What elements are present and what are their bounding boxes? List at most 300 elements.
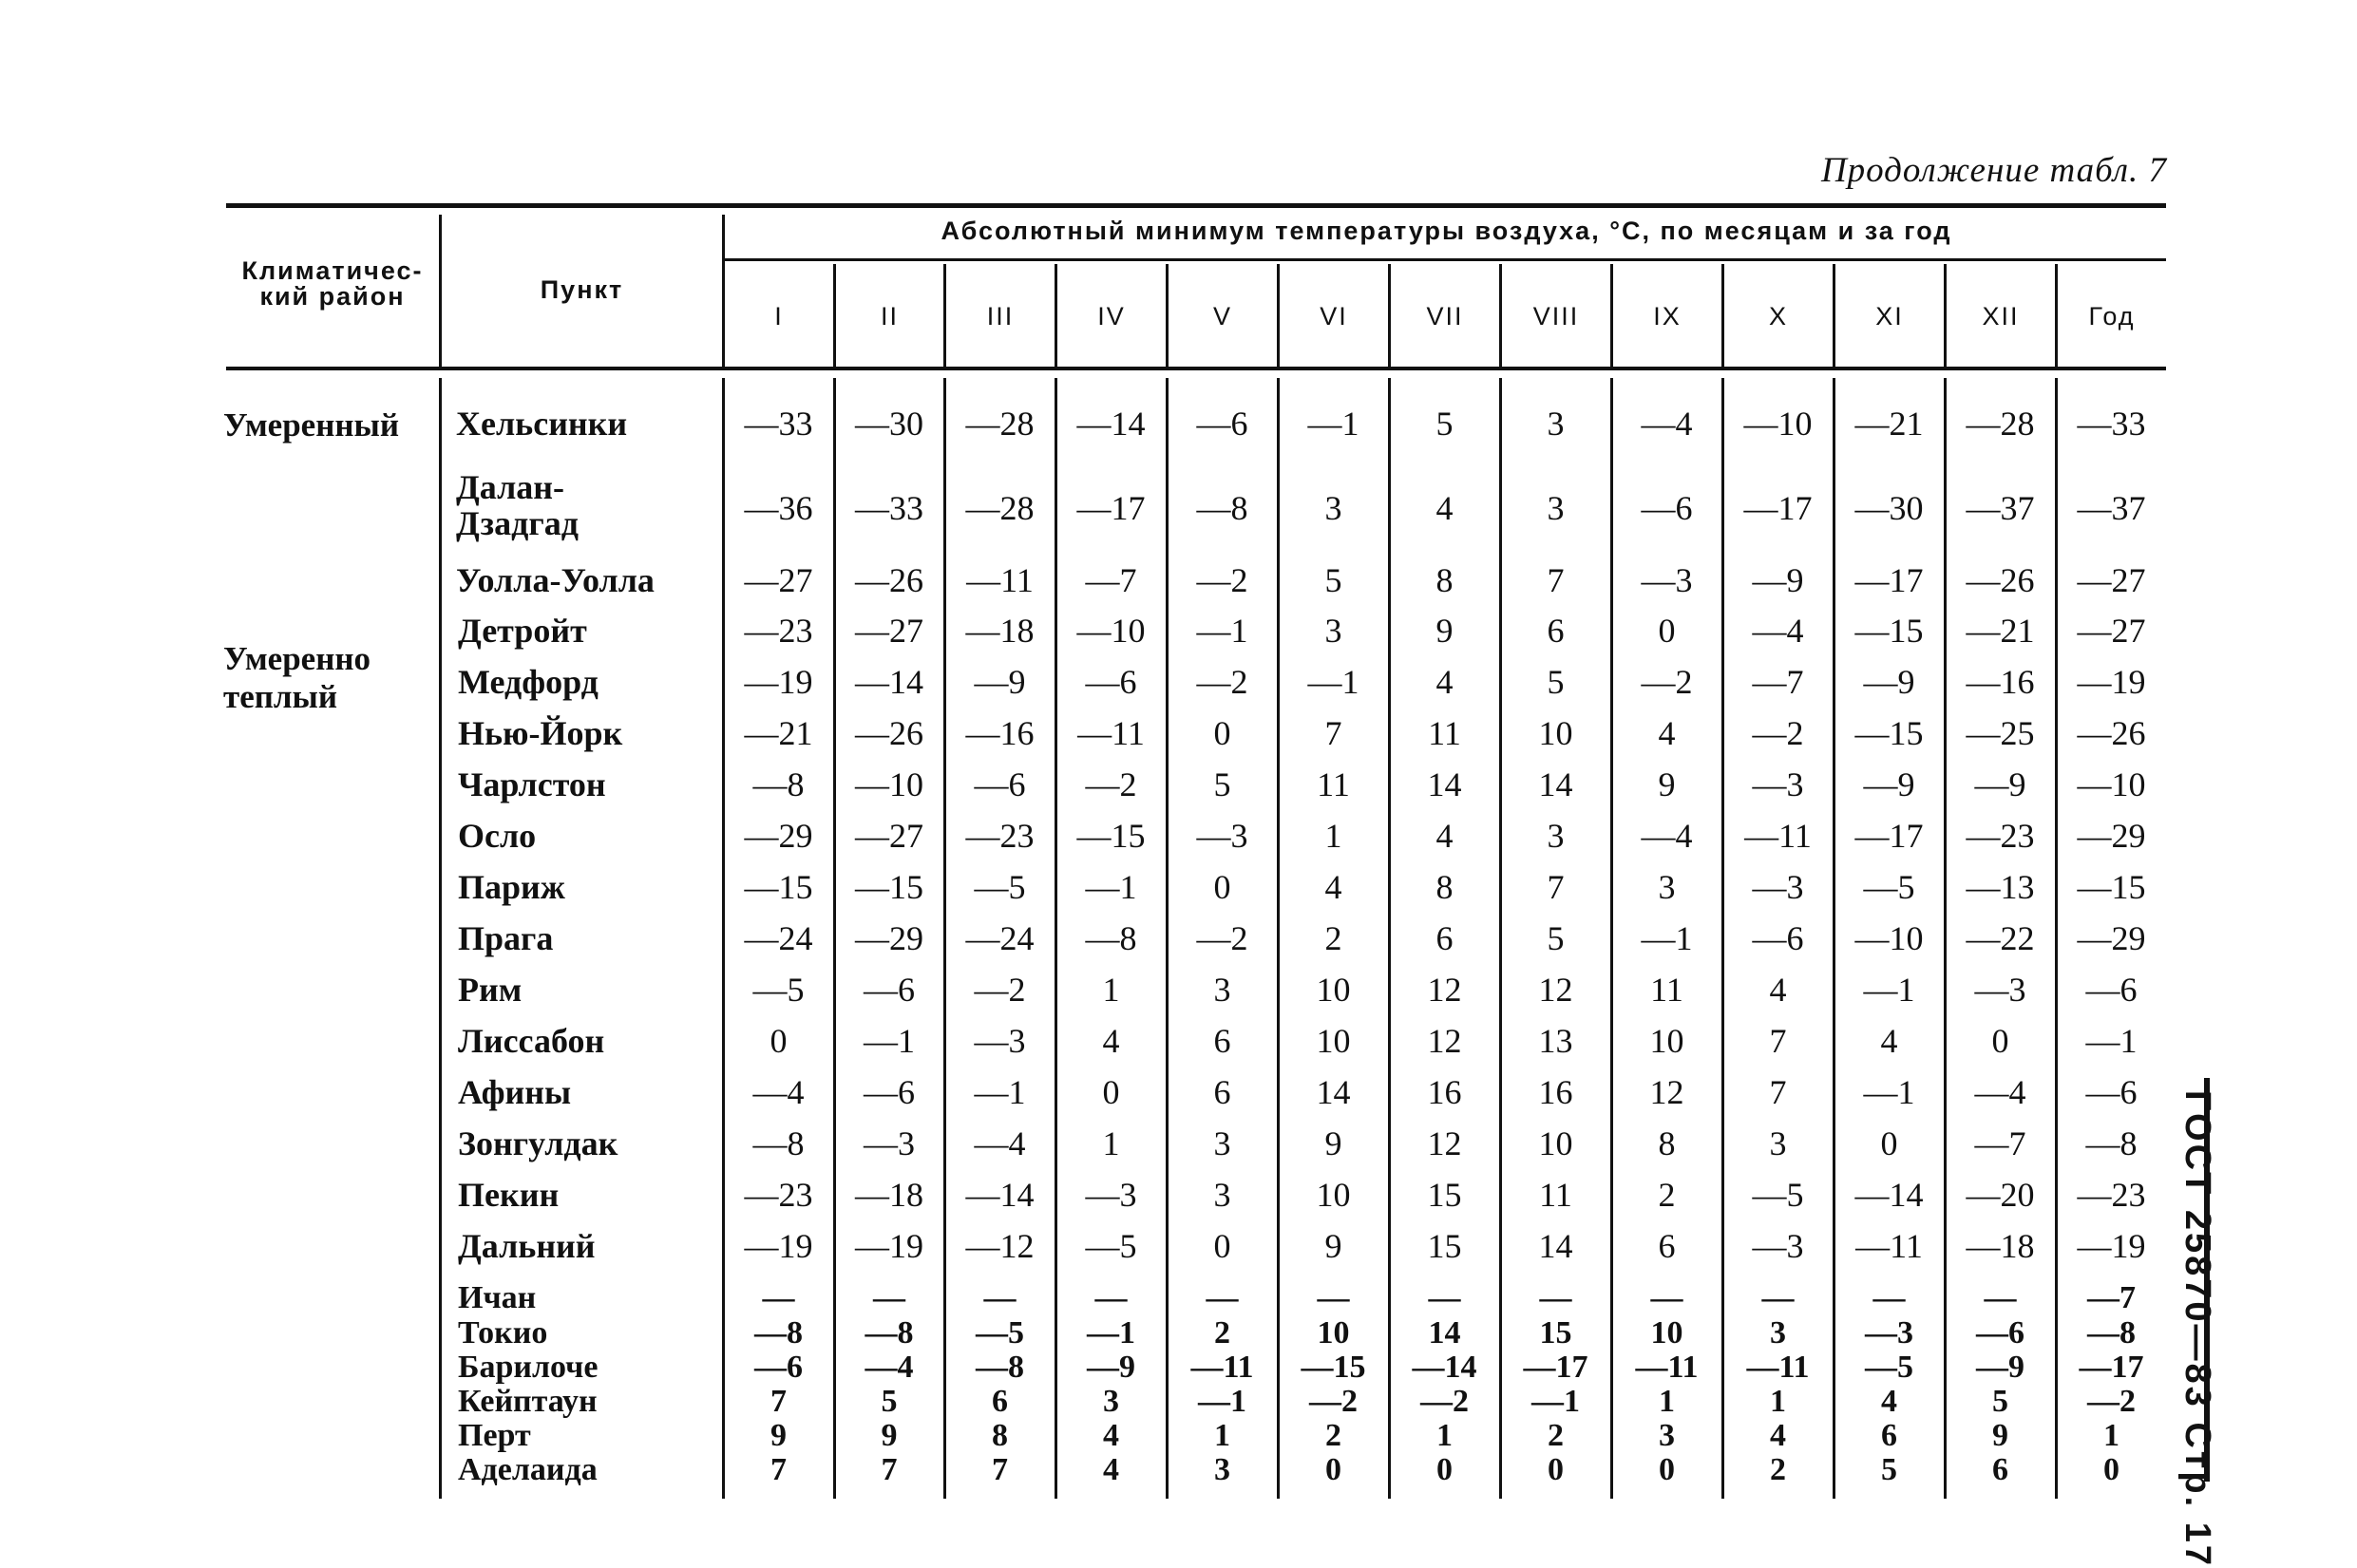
- table-cell: —6: [1641, 489, 1693, 527]
- body-column-divider: [1944, 378, 1947, 1499]
- table-cell: —1: [1641, 919, 1693, 957]
- table-cell: 6: [1213, 1073, 1231, 1111]
- row-city-line: Кейптаун: [458, 1384, 598, 1419]
- table-cell: —7: [2087, 1280, 2136, 1315]
- table-cell: —37: [2077, 489, 2146, 527]
- table-cell: 1: [1659, 1384, 1675, 1419]
- body-column-divider: [1055, 378, 1057, 1499]
- table-cell: 4: [1880, 1022, 1898, 1060]
- row-city-line: Чарлстон: [458, 765, 606, 803]
- table-cell: —11: [1746, 1350, 1810, 1385]
- table-cell: —27: [744, 561, 813, 599]
- row-city: [458, 665, 599, 699]
- table-cell: 7: [1324, 714, 1342, 752]
- table-cell: —1: [1198, 1384, 1246, 1419]
- table-cell: —27: [2077, 561, 2146, 599]
- row-city-line: Афины: [458, 1073, 572, 1111]
- table-cell: 11: [1539, 1176, 1572, 1214]
- table-cell: —7: [1085, 561, 1137, 599]
- header-month-divider: [1833, 264, 1835, 367]
- header-month: XII: [1982, 302, 2020, 331]
- table-cell: 8: [992, 1418, 1008, 1453]
- row-city-line: Рим: [458, 971, 523, 1009]
- table-cell: 10: [1650, 1315, 1683, 1351]
- table-cell: 16: [1427, 1073, 1462, 1111]
- body-column-divider: [722, 378, 725, 1499]
- table-cell: —26: [1966, 561, 2035, 599]
- table-cell: 4: [1658, 714, 1676, 752]
- table-cell: —6: [1752, 919, 1804, 957]
- table-cell: —6: [864, 1073, 915, 1111]
- table-cell: —6: [754, 1350, 803, 1385]
- table-cell: 15: [1427, 1227, 1462, 1265]
- table-cell: —1: [1087, 1315, 1135, 1351]
- table-cell: —2: [1752, 714, 1804, 752]
- table-cell: —9: [1974, 765, 2026, 803]
- table-cell: 4: [1103, 1452, 1119, 1487]
- table-cell: 7: [770, 1452, 787, 1487]
- row-city: [458, 614, 587, 648]
- row-city-line: Аделаида: [458, 1452, 598, 1487]
- table-cell: 5: [1324, 561, 1342, 599]
- table-cell: 12: [1427, 1124, 1462, 1162]
- row-city-line: Перт: [458, 1418, 531, 1453]
- row-city-line: Барилоче: [458, 1350, 599, 1385]
- region-label: Умеренный: [223, 406, 400, 444]
- table-cell: 9: [1992, 1418, 2008, 1453]
- table-cell: —2: [1196, 919, 1248, 957]
- table-cell: —28: [1966, 405, 2035, 443]
- table-cell: —10: [2077, 765, 2146, 803]
- table-cell: —: [1428, 1280, 1461, 1315]
- body-column-divider: [1610, 378, 1613, 1499]
- table-cell: —17: [1743, 489, 1813, 527]
- table-cell: —8: [754, 1315, 803, 1351]
- header-month-divider: [1277, 264, 1280, 367]
- table-cell: 9: [1324, 1124, 1342, 1162]
- table-cell: —5: [1865, 1350, 1913, 1385]
- table-cell: —2: [2087, 1384, 2136, 1419]
- header-point: Пункт: [540, 275, 624, 304]
- body-divider-point: [439, 378, 442, 1499]
- table-cell: —: [1761, 1280, 1795, 1315]
- table-cell: 14: [1538, 1227, 1573, 1265]
- table-cell: —19: [855, 1227, 923, 1265]
- table-cell: —27: [2077, 612, 2146, 650]
- row-city: [458, 1024, 604, 1058]
- table-cell: —3: [864, 1124, 915, 1162]
- row-city: [458, 1178, 559, 1212]
- table-cell: —11: [1077, 714, 1145, 752]
- row-city: [458, 767, 606, 802]
- table-cell: —3: [974, 1022, 1026, 1060]
- table-cell: 0: [1102, 1073, 1120, 1111]
- header-month-divider: [1610, 264, 1613, 367]
- header-month: V: [1212, 302, 1232, 331]
- table-cell: —8: [2087, 1315, 2136, 1351]
- table-cell: 5: [1547, 919, 1565, 957]
- table-cell: 0: [1436, 1452, 1453, 1487]
- table-cell: —14: [965, 1176, 1035, 1214]
- header-month-divider: [1721, 264, 1724, 367]
- row-city: [458, 1420, 531, 1452]
- table-cell: 8: [1435, 868, 1454, 906]
- table-cell: 6: [1992, 1452, 2008, 1487]
- header-region-line2: кий район: [259, 282, 406, 311]
- table-cell: —28: [965, 405, 1035, 443]
- row-city: [458, 1454, 598, 1486]
- row-city: [458, 1229, 596, 1263]
- table-cell: 5: [1547, 663, 1565, 701]
- header-month: XI: [1875, 302, 1904, 331]
- header-month: X: [1768, 302, 1788, 331]
- row-city: [458, 716, 622, 750]
- table-cell: —2: [1196, 663, 1248, 701]
- table-cell: 3: [1214, 1452, 1230, 1487]
- table-cell: —: [1206, 1280, 1239, 1315]
- region-label: теплый: [223, 678, 338, 715]
- table-cell: —14: [1076, 405, 1146, 443]
- table-cell: —29: [2077, 919, 2146, 957]
- row-city-line: Пекин: [458, 1176, 560, 1214]
- row-city-line: Далан-: [456, 468, 565, 506]
- table-cell: —9: [1752, 561, 1804, 599]
- table-cell: 1: [1214, 1418, 1230, 1453]
- table-cell: —20: [1966, 1176, 2035, 1214]
- table-cell: —11: [966, 561, 1034, 599]
- table-cell: —26: [855, 561, 923, 599]
- table-cell: —30: [1854, 489, 1924, 527]
- header-month: III: [986, 302, 1015, 331]
- header-month: Год: [2088, 302, 2136, 331]
- table-cell: 0: [1880, 1124, 1898, 1162]
- table-cell: —23: [2077, 1176, 2146, 1214]
- table-cell: —4: [865, 1350, 914, 1385]
- row-city-line: Хельсинки: [456, 405, 628, 443]
- table-cell: —4: [752, 1073, 805, 1111]
- table-cell: 14: [1316, 1073, 1351, 1111]
- table-cell: 15: [1539, 1315, 1572, 1351]
- table-cell: —19: [744, 663, 813, 701]
- table-cell: 15: [1427, 1176, 1462, 1214]
- row-city-line: Нью-Йорк: [458, 714, 623, 752]
- table-cell: 4: [1435, 663, 1454, 701]
- table-cell: —29: [744, 817, 813, 855]
- table-cell: 0: [1213, 868, 1231, 906]
- table-cell: 4: [1435, 489, 1454, 527]
- table-cell: —16: [1966, 663, 2035, 701]
- table-cell: 1: [1436, 1418, 1453, 1453]
- table-cell: —18: [855, 1176, 923, 1214]
- table-cell: —14: [855, 663, 923, 701]
- row-city: [458, 819, 536, 853]
- table-cell: 12: [1538, 971, 1573, 1009]
- region-moderately-warm: [223, 640, 371, 716]
- table-cell: —21: [744, 714, 813, 752]
- table-cell: 9: [1658, 765, 1676, 803]
- table-cell: —5: [976, 1315, 1024, 1351]
- row-city: [456, 469, 579, 541]
- table-cell: —2: [1085, 765, 1137, 803]
- table-cell: —9: [1863, 663, 1915, 701]
- table-cell: —8: [2085, 1124, 2138, 1162]
- table-cell: 0: [1213, 1227, 1231, 1265]
- table-cell: —1: [1307, 405, 1359, 443]
- table-cell: —5: [1863, 868, 1915, 906]
- table-cell: 10: [1317, 1315, 1350, 1351]
- table-cell: —8: [976, 1350, 1024, 1385]
- table-cell: 11: [1428, 714, 1461, 752]
- table-cell: —: [762, 1280, 795, 1315]
- table-cell: 5: [1881, 1452, 1897, 1487]
- table-cell: —: [983, 1280, 1017, 1315]
- header-month-divider: [943, 264, 946, 367]
- table-top-rule: [226, 203, 2166, 208]
- table-cell: —37: [1966, 489, 2035, 527]
- row-city-line: Париж: [458, 868, 565, 906]
- row-city: [458, 973, 522, 1007]
- table-cell: 4: [1881, 1384, 1897, 1419]
- table-cell: 6: [1547, 612, 1565, 650]
- table-cell: 5: [881, 1384, 898, 1419]
- table-cell: —14: [1412, 1350, 1477, 1385]
- table-cell: —15: [1854, 612, 1924, 650]
- table-cell: —26: [855, 714, 923, 752]
- table-cell: —11: [1635, 1350, 1699, 1385]
- table-cell: —6: [1085, 663, 1137, 701]
- table-cell: —15: [1076, 817, 1146, 855]
- table-cell: —: [1094, 1280, 1128, 1315]
- table-cell: —14: [1854, 1176, 1924, 1214]
- table-cell: —8: [1196, 489, 1248, 527]
- table-cell: —21: [1966, 612, 2035, 650]
- table-cell: 9: [881, 1418, 898, 1453]
- table-cell: —10: [1743, 405, 1813, 443]
- table-cell: —: [1317, 1280, 1350, 1315]
- table-cell: —3: [1865, 1315, 1913, 1351]
- table-cell: —10: [1076, 612, 1146, 650]
- table-cell: 4: [1435, 817, 1454, 855]
- table-cell: 10: [1316, 971, 1351, 1009]
- table-cell: 6: [992, 1384, 1008, 1419]
- table-cell: 3: [1547, 817, 1565, 855]
- header-month-divider: [2055, 264, 2058, 367]
- group-header-rule: [724, 258, 2166, 261]
- table-cell: —2: [974, 971, 1026, 1009]
- table-cell: —15: [2077, 868, 2146, 906]
- table-cell: —27: [855, 817, 923, 855]
- table-cell: 8: [1435, 561, 1454, 599]
- table-cell: —28: [965, 489, 1035, 527]
- table-cell: 2: [1770, 1452, 1786, 1487]
- table-cell: 14: [1428, 1315, 1461, 1351]
- table-cell: —3: [1752, 1227, 1804, 1265]
- body-column-divider: [833, 378, 836, 1499]
- table-cell: —1: [974, 1073, 1026, 1111]
- body-column-divider: [1277, 378, 1280, 1499]
- body-column-divider: [2055, 378, 2058, 1499]
- table-cell: 4: [1770, 1418, 1786, 1453]
- row-city: [458, 1075, 571, 1109]
- table-cell: —4: [1752, 612, 1804, 650]
- table-cell: —3: [1752, 765, 1804, 803]
- table-cell: —3: [1974, 971, 2026, 1009]
- table-cell: —1: [1196, 612, 1248, 650]
- table-cell: —18: [1966, 1227, 2035, 1265]
- header-group: Абсолютный минимум температуры воздуха, °C, по месяцам и за год: [941, 217, 1952, 245]
- row-city: [458, 1317, 547, 1350]
- row-city: [458, 921, 553, 955]
- table-cell: 12: [1427, 971, 1462, 1009]
- table-cell: 1: [2103, 1418, 2119, 1453]
- table-cell: 13: [1538, 1022, 1573, 1060]
- row-city-line: Ичан: [458, 1280, 537, 1315]
- table-cell: 3: [1213, 971, 1231, 1009]
- table-cell: 16: [1538, 1073, 1573, 1111]
- table-cell: —: [1539, 1280, 1572, 1315]
- row-city-line: Дальний: [458, 1227, 596, 1265]
- table-cell: 10: [1316, 1022, 1351, 1060]
- table-cell: —33: [855, 489, 923, 527]
- table-cell: 10: [1538, 1124, 1573, 1162]
- header-divider-point: [722, 215, 725, 367]
- table-cell: 0: [1991, 1022, 2009, 1060]
- row-city-line: Осло: [458, 817, 537, 855]
- body-column-divider: [943, 378, 946, 1499]
- table-cell: —9: [1976, 1350, 2024, 1385]
- table-cell: —5: [974, 868, 1026, 906]
- table-cell: 3: [1213, 1124, 1231, 1162]
- table-cell: 2: [1658, 1176, 1676, 1214]
- table-cell: —2: [1309, 1384, 1358, 1419]
- table-cell: 5: [1435, 405, 1454, 443]
- table-cell: —4: [1641, 405, 1693, 443]
- table-cell: 3: [1324, 612, 1342, 650]
- table-cell: —33: [2077, 405, 2146, 443]
- table-cell: 12: [1427, 1022, 1462, 1060]
- table-cell: 4: [1103, 1418, 1119, 1453]
- table-cell: —: [1984, 1280, 2017, 1315]
- table-cell: —2: [1196, 561, 1248, 599]
- row-city-line: Медфорд: [458, 663, 599, 701]
- table-cell: 2: [1214, 1315, 1230, 1351]
- table-cell: 14: [1538, 765, 1573, 803]
- table-cell: —9: [1087, 1350, 1135, 1385]
- table-cell: —6: [974, 765, 1026, 803]
- table-cell: —15: [1854, 714, 1924, 752]
- table-caption: Продолжение табл. 7: [1820, 151, 2167, 190]
- table-cell: 3: [1658, 868, 1676, 906]
- header-month: VI: [1320, 302, 1348, 331]
- table-cell: 0: [1325, 1452, 1341, 1487]
- table-cell: 6: [1658, 1227, 1676, 1265]
- table-cell: 12: [1649, 1073, 1684, 1111]
- table-cell: —17: [1523, 1350, 1588, 1385]
- table-cell: —3: [1085, 1176, 1137, 1214]
- table-cell: —7: [1752, 663, 1804, 701]
- table-cell: 9: [770, 1418, 787, 1453]
- table-cell: 0: [1659, 1452, 1675, 1487]
- table-cell: —8: [865, 1315, 914, 1351]
- table-cell: —1: [1307, 663, 1359, 701]
- body-column-divider: [1721, 378, 1724, 1499]
- table-cell: —11: [1190, 1350, 1254, 1385]
- body-column-divider: [1833, 378, 1835, 1499]
- table-cell: —9: [1863, 765, 1915, 803]
- table-cell: —9: [974, 663, 1026, 701]
- table-cell: 3: [1770, 1315, 1786, 1351]
- row-city: [458, 1351, 598, 1384]
- table-cell: 7: [992, 1452, 1008, 1487]
- table-cell: —8: [1085, 919, 1137, 957]
- header-month-divider: [1499, 264, 1502, 367]
- table-cell: 3: [1547, 489, 1565, 527]
- table-cell: —1: [2085, 1022, 2138, 1060]
- table-cell: 11: [1650, 971, 1683, 1009]
- table-cell: 5: [1992, 1384, 2008, 1419]
- header-month-divider: [1944, 264, 1947, 367]
- header-month-divider: [1055, 264, 1057, 367]
- table-cell: 2: [1324, 919, 1342, 957]
- row-city: [458, 1282, 536, 1314]
- table-cell: 7: [1547, 561, 1565, 599]
- table-cell: 7: [1547, 868, 1565, 906]
- table-cell: 9: [1324, 1227, 1342, 1265]
- table-cell: —1: [864, 1022, 915, 1060]
- header-month: VII: [1426, 302, 1464, 331]
- table-cell: —6: [2085, 971, 2138, 1009]
- table-cell: —30: [855, 405, 923, 443]
- table-cell: 11: [1317, 765, 1350, 803]
- table-cell: —7: [1974, 1124, 2026, 1162]
- header-month-divider: [1388, 264, 1391, 367]
- table-cell: 1: [1102, 971, 1120, 1009]
- table-cell: —1: [1531, 1384, 1580, 1419]
- table-cell: 5: [1213, 765, 1231, 803]
- table-cell: —3: [1196, 817, 1248, 855]
- table-cell: —17: [1854, 817, 1924, 855]
- table-cell: —29: [855, 919, 923, 957]
- table-cell: 3: [1324, 489, 1342, 527]
- table-cell: —1: [1085, 868, 1137, 906]
- table-cell: —3: [1752, 868, 1804, 906]
- header-month: II: [880, 302, 899, 331]
- table-cell: —17: [2079, 1350, 2144, 1385]
- row-city: [458, 1386, 598, 1418]
- table-cell: —25: [1966, 714, 2035, 752]
- table-cell: —6: [1196, 405, 1248, 443]
- table-cell: 3: [1659, 1418, 1675, 1453]
- table-cell: —6: [2085, 1073, 2138, 1111]
- table-cell: 6: [1881, 1418, 1897, 1453]
- table-cell: —5: [1752, 1176, 1804, 1214]
- table-cell: —23: [1966, 817, 2035, 855]
- table-cell: —4: [1641, 817, 1693, 855]
- table-cell: —6: [1976, 1315, 2024, 1351]
- table-cell: 7: [770, 1384, 787, 1419]
- table-cell: —17: [1854, 561, 1924, 599]
- table-cell: —16: [965, 714, 1035, 752]
- table-cell: —27: [855, 612, 923, 650]
- table-cell: 1: [1324, 817, 1342, 855]
- region-moderate: [223, 406, 399, 444]
- row-city-line: Прага: [458, 919, 554, 957]
- table-cell: —15: [744, 868, 813, 906]
- table-cell: 3: [1213, 1176, 1231, 1214]
- table-cell: —5: [752, 971, 805, 1009]
- table-cell: —10: [855, 765, 923, 803]
- table-cell: —4: [1974, 1073, 2026, 1111]
